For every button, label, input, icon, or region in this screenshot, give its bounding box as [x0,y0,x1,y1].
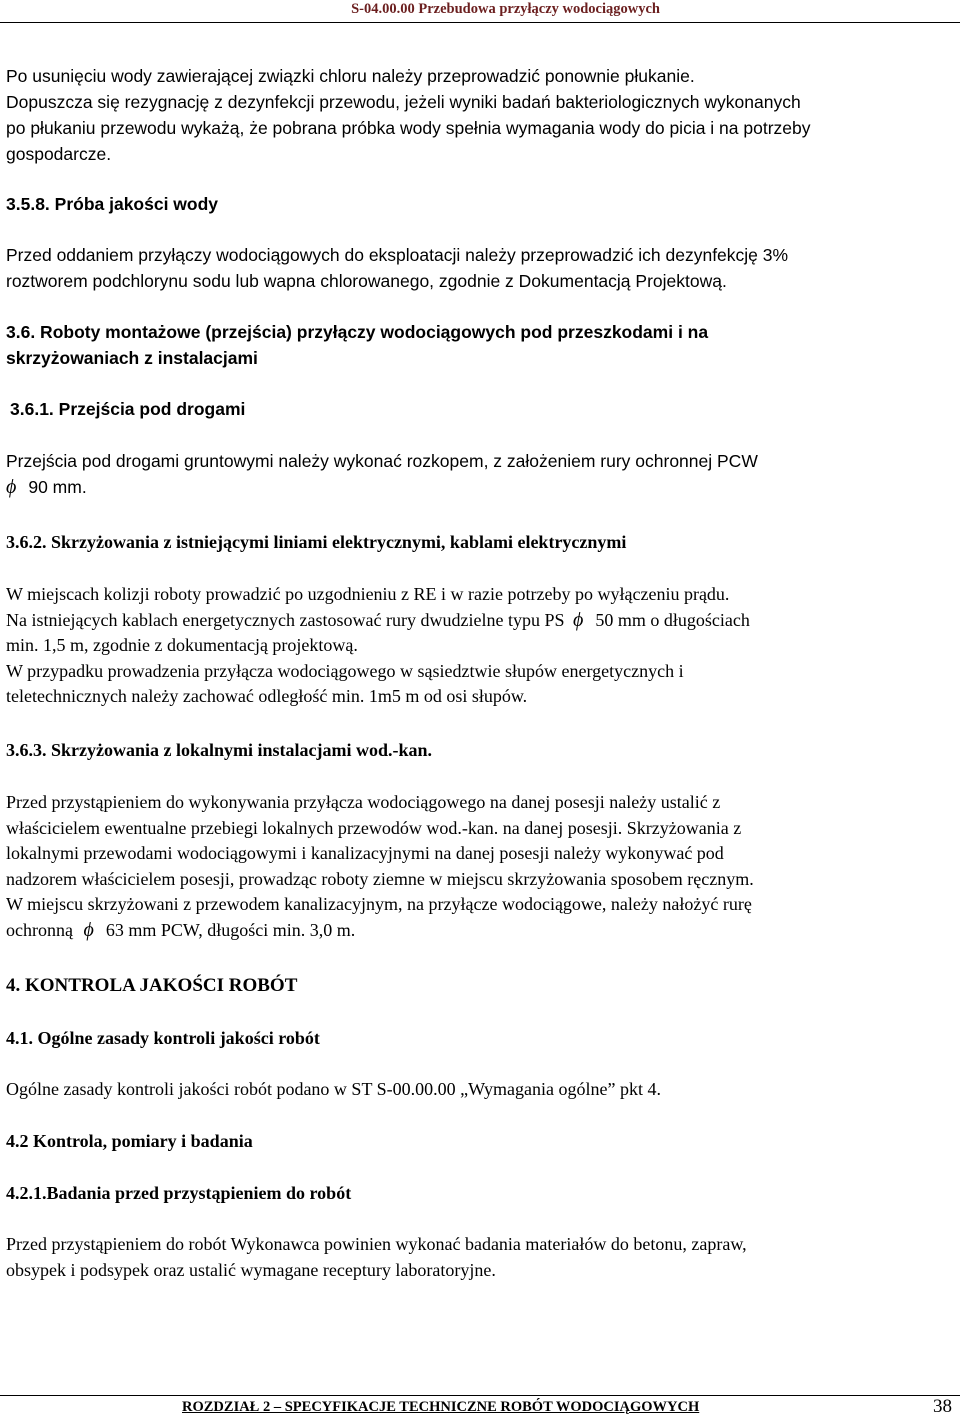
diameter-symbol: ϕ [572,608,584,631]
heading-line: skrzyżowaniach z instalacjami [6,348,258,368]
paragraph-line: roztworem podchlorynu sodu lub wapna chlorowanego, zgodnie z Dokumentacją Projektową. [6,271,727,291]
paragraph-text: ochronną [6,919,73,940]
paragraph-line: W przypadku prowadzenia przyłącza wodociągowego w sąsiedztwie słupów energetycznych i [6,660,684,681]
section-421-heading: 4.2.1.Badania przed przystąpieniem do robót [6,1183,352,1203]
footer-chapter-title: ROZDZIAŁ 2 – SPECYFIKACJE TECHNICZNE ROBÓT WODOCIĄGOWYCH [182,1399,700,1415]
paragraph-line: obsypek i podsypek oraz ustalić wymagane receptury laboratoryjne. [6,1259,496,1280]
section-41-heading: 4.1. Ogólne zasady kontroli jakości robót [6,1028,320,1048]
footer-divider [0,1395,960,1396]
intro-paragraph [6,63,956,167]
paragraph-line: Przed oddaniem przyłączy wodociągowych do eksploatacji należy przeprowadzić ich dezynfekcję 3% [6,245,789,265]
header-divider [0,22,960,23]
section-363-heading: 3.6.3. Skrzyżowania z lokalnymi instalacjami wod.-kan. [6,740,433,760]
section-358-paragraph [6,242,956,294]
diameter-symbol: ϕ [6,476,17,498]
paragraph-line: Przed przystąpieniem do robót Wykonawca powinien wykonać badania materiałów do betonu, zapraw, [6,1234,747,1254]
heading-line: 3.6. Roboty montażowe (przejścia) przyłączy wodociągowych pod przeszkodami i na [6,322,709,342]
section-363-paragraph [6,790,956,943]
paragraph-text: 63 mm PCW, długości min. 3,0 m. [105,919,356,940]
intro-line: po płukaniu przewodu wykażą, że pobrana próbka wody spełnia wymagania wody do picia i na potrzeby [6,118,811,138]
page-number: 38 [933,1396,952,1417]
paragraph-line: W miejscach kolizji roboty prowadzić po uzgodnieniu z RE i w razie potrzeby po wyłączeniu prądu. [6,584,730,604]
paragraph-line [6,608,956,634]
section-361-paragraph [6,448,956,500]
paragraph-line: Przed przystąpieniem do wykonywania przyłącza wodociągowego na danej posesji należy ustalić z [6,792,721,812]
intro-line: gospodarcze. [6,144,112,164]
paragraph-line: teletechnicznych należy zachować odległość min. 1m5 m od osi słupów. [6,686,528,706]
section-362-paragraph [6,582,956,710]
paragraph-line: nadzorem właścicielem posesji, prowadząc roboty ziemne w miejscu skrzyżowania sposobem ręcznym. [6,868,754,889]
intro-line: Po usunięciu wody zawierającej związki chloru należy przeprowadzić ponownie płukanie. [6,66,695,86]
diameter-symbol: ϕ [83,918,94,941]
section-361-heading: 3.6.1. Przejścia pod drogami [10,399,246,419]
paragraph-line: Przejścia pod drogami gruntowymi należy wykonać rozkopem, z założeniem rury ochronnej PCW [6,451,758,471]
diameter-value: 90 mm. [28,477,87,497]
paragraph-text: Na istniejących kablach energetycznych zastosować rury dwudzielne typu PS [6,609,565,630]
paragraph-line: lokalnymi przewodami wodociągowymi i kanalizacyjnymi na danej posesji należy wykonywać pod [6,843,724,863]
intro-line: Dopuszcza się rezygnację z dezynfekcji przewodu, jeżeli wyniki badań bakteriologicznych wykonanych [6,92,801,112]
paragraph-line [6,918,956,944]
paragraph-line [6,474,956,500]
paragraph-text: 50 mm o długościach [595,609,750,630]
section-362-heading: 3.6.2. Skrzyżowania z istniejącymi liniami elektrycznymi, kablami elektrycznymi [6,532,627,552]
paragraph-line: właścicielem ewentualne przebiegi lokalnych przewodów wod.-kan. na danej posesji. Skrzyżowania z [6,817,742,838]
section-358-heading: 3.5.8. Próba jakości wody [6,194,219,214]
section-41-paragraph: Ogólne zasady kontroli jakości robót podano w ST S-00.00.00 „Wymagania ogólne” pkt 4. [6,1079,661,1099]
page-header-title: S-04.00.00 Przebudowa przyłączy wodociągowych [351,1,660,17]
section-421-paragraph [6,1232,956,1283]
paragraph-line: W miejscu skrzyżowani z przewodem kanalizacyjnym, na przyłącze wodociągowe, należy nałożyć rurę [6,894,752,914]
paragraph-line: min. 1,5 m, zgodnie z dokumentacją projektową. [6,635,358,655]
section-36-heading [6,319,956,371]
section-42-heading: 4.2 Kontrola, pomiary i badania [6,1131,253,1151]
chapter-4-heading: 4. KONTROLA JAKOŚCI ROBÓT [6,975,298,996]
